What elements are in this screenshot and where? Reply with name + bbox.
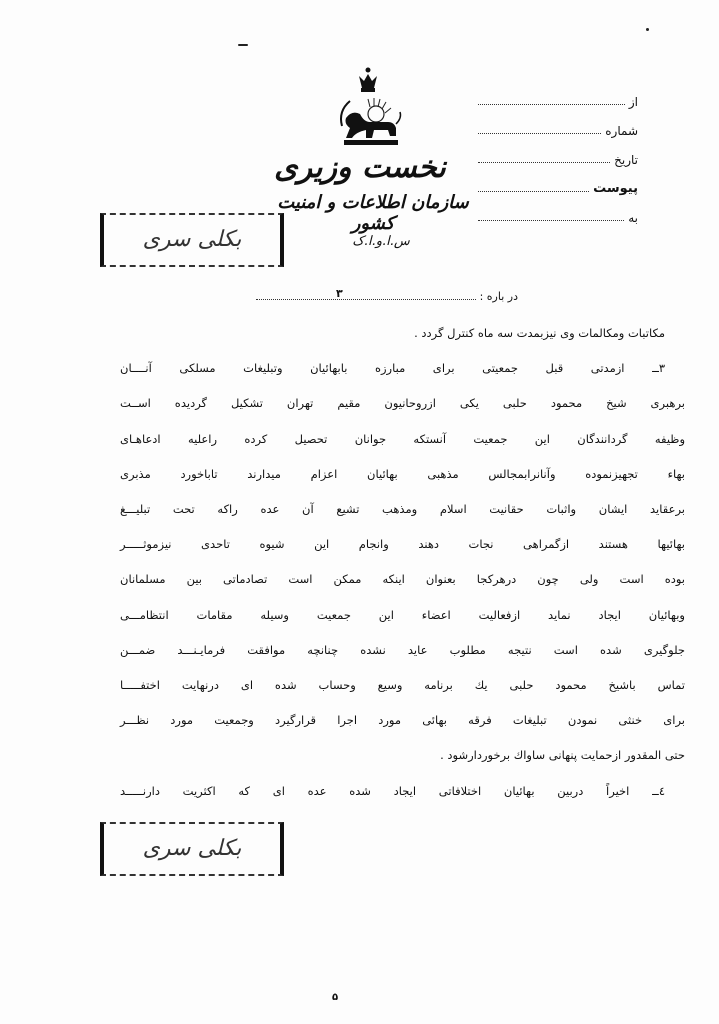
meta-label: تاریخ xyxy=(614,153,638,167)
body-line: بهائیها هستند ازگمراهی نجات دهند وانجام این شیوه تاحدی نیزموثـــــر xyxy=(120,537,685,552)
body-line: تماس باشیخ محمود حلبی یك برنامه وسیع وحساب شده ای درنهایت اختفـــــا xyxy=(120,678,685,693)
meta-field-from xyxy=(478,80,638,109)
classification-stamp-bottom: بکلی سری xyxy=(100,822,284,876)
body-line: حتی المقدور ازحمایت پنهانی ساواك برخوردارشود . xyxy=(440,748,685,763)
classification-stamp-top: بکلی سری xyxy=(100,213,284,267)
body-line: جلوگیری شده است نتیجه مطلوب عاید نشده چنانچه موافقت فرمایـنـــد ضمـــن xyxy=(120,642,685,657)
letterhead-organization: سازمان اطلاعات و امنیت کشور xyxy=(277,192,469,234)
page-number: ۵ xyxy=(332,992,339,1003)
letterhead-title: نخست وزیری xyxy=(274,150,446,185)
meta-label: شماره xyxy=(605,124,638,138)
meta-value-line xyxy=(478,161,610,163)
body-line: بهاء تجهیزنموده وآنانرابمجالس مذهبی بهائیان اعزام میدارند تاباخورد مذبری xyxy=(120,466,685,481)
meta-value-line xyxy=(478,219,624,221)
regarding-label: در باره : xyxy=(479,290,518,303)
body-line: برای خنثی نمودن تبلیغات فرقه بهائی مورد اجرا قرارگیرد وجمعیت مورد نظـــر xyxy=(120,713,685,728)
scan-speck xyxy=(646,28,649,31)
meta-value-line xyxy=(478,103,625,105)
regarding-value-line xyxy=(256,287,476,300)
body-line: بوده است ولی چون درهرکجا بعنوان اینکه ممکن است تصادماتی بین مسلمانان xyxy=(120,572,685,587)
letterhead-code: س.ا.و.ا.ک xyxy=(352,234,410,249)
letter-body xyxy=(120,316,685,809)
meta-field-attachment xyxy=(478,167,638,196)
regarding-line xyxy=(256,287,518,303)
meta-value-line xyxy=(478,132,601,134)
meta-field-date xyxy=(478,138,638,167)
body-line: وبهائیان ایجاد نماید ازفعالیت اعضاء این جمعیت وسیله مقامات انتظامـــی xyxy=(120,607,685,622)
meta-label: به xyxy=(628,211,638,225)
header-meta-fields xyxy=(478,80,638,225)
body-line: برعقاید ایشان واثبات حقانیت اسلام ومذهب تشیع آن عده راکه تحت تبلیـــغ xyxy=(120,502,685,517)
body-line: برهبری شیخ محمود حلبی یکی ازروحانیون مقیم تهران تشکیل گردیده اســت xyxy=(120,396,685,411)
page-marker: ۳ xyxy=(336,287,343,300)
scan-speck xyxy=(238,44,248,46)
meta-value-line xyxy=(478,190,589,192)
meta-field-number xyxy=(478,109,638,138)
meta-label: از xyxy=(628,95,638,109)
lion-and-sun-emblem-icon xyxy=(330,66,404,150)
meta-label: پیوست xyxy=(593,181,638,196)
body-line: ۳ــ ازمدتی قبل جمعیتی برای مبارزه بابهائیان وتبلیغات مسلکی آنــــان xyxy=(120,361,665,376)
body-line: مکاتبات ومکالمات وی نیزبمدت سه ماه کنترل گردد . xyxy=(414,326,665,340)
body-line: وظیفه گردانندگان این جمعیت آنستکه جوانان تحصیل کرده راعلیه ادعاهـای xyxy=(120,431,685,446)
body-line: ٤ــ اخیراً دربین بهائیان اختلافاتی ایجاد شده عده ای که اکثریت دارنـــــد xyxy=(120,783,665,798)
meta-field-to xyxy=(478,196,638,225)
